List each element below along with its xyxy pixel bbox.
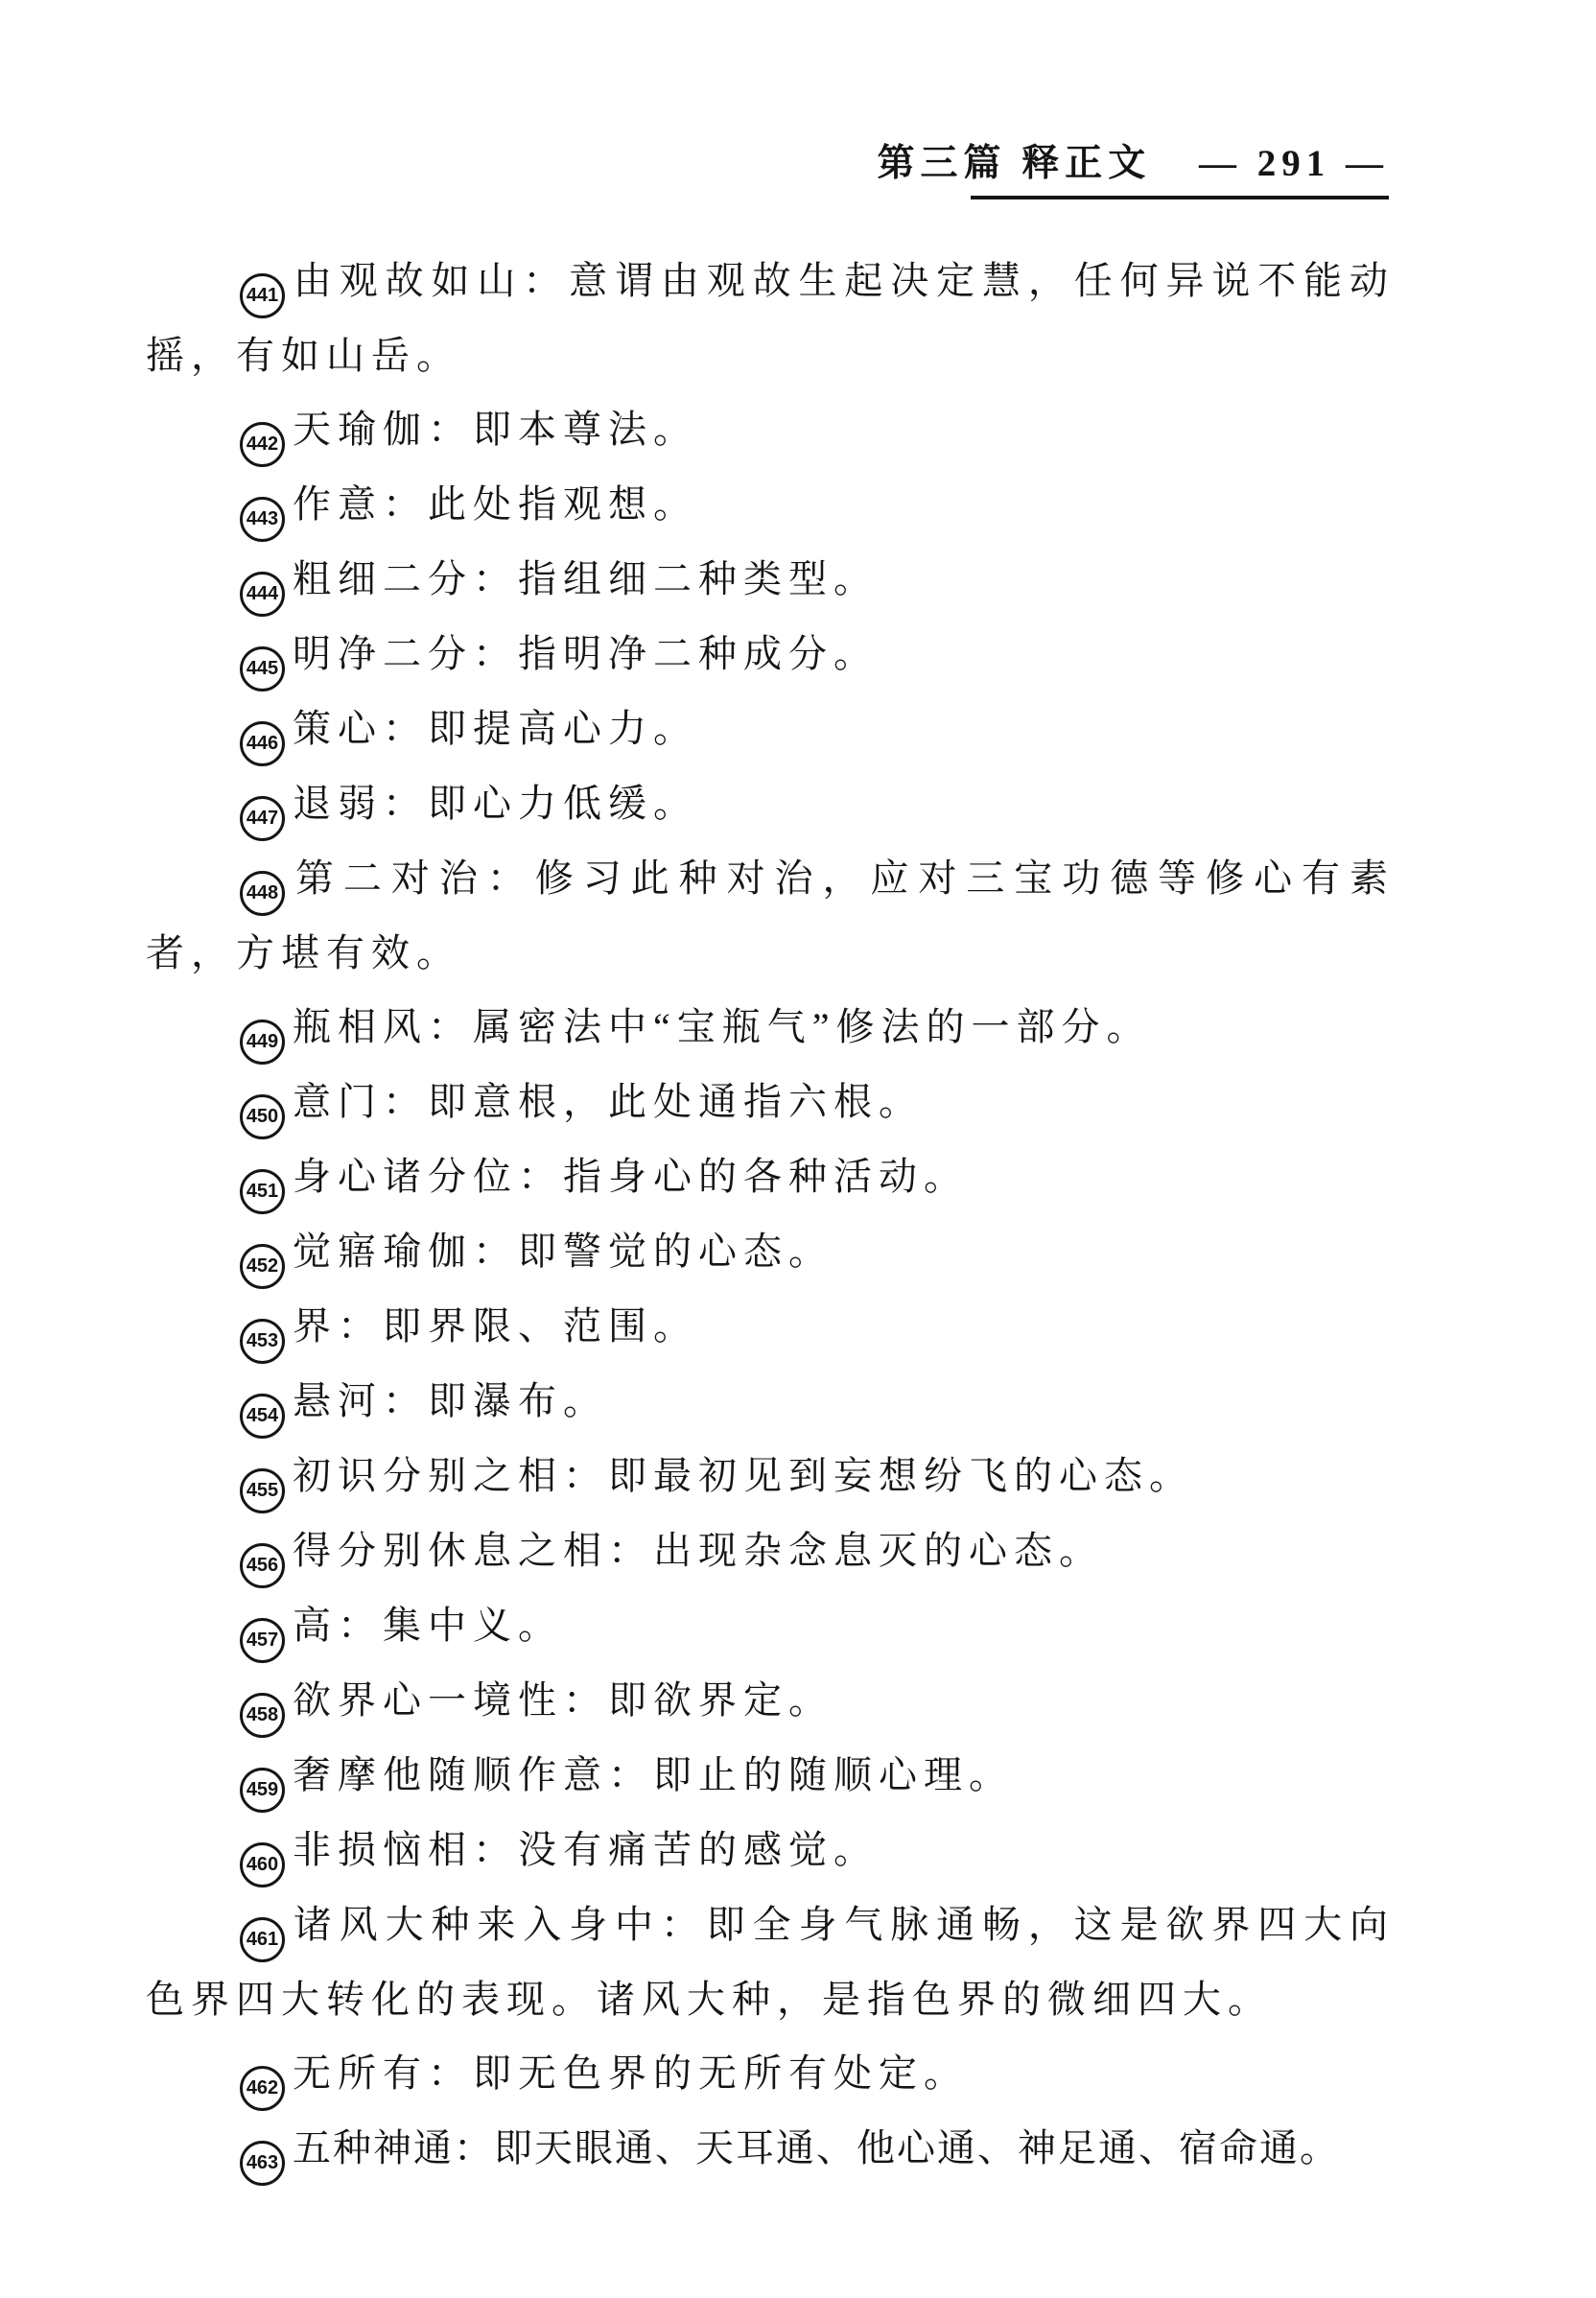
section-title: 第三篇 释正文 [877, 143, 1152, 184]
annotation-entry [146, 1813, 1395, 1888]
entry-text: 欲界心一境性：即欲界定。 [293, 1678, 833, 1722]
entry-number-badge: 446 [240, 721, 285, 766]
entry-text: 身心诸分位：指身心的各种活动。 [293, 1155, 969, 1198]
annotation-entry [146, 1439, 1395, 1513]
entry-number-badge: 457 [240, 1618, 285, 1663]
annotation-entry [146, 1738, 1395, 1813]
entry-number-badge: 450 [240, 1094, 285, 1139]
page-number: — 291 — [1199, 143, 1389, 184]
entry-number-badge: 463 [240, 2141, 285, 2186]
entry-number-badge: 447 [240, 796, 285, 841]
entry-number-badge: 456 [240, 1543, 285, 1588]
annotation-entry [146, 467, 1395, 542]
entry-text: 第二对治：修习此种对治，应对三宝功德等修心有素者，方堪有效。 [146, 856, 1395, 974]
entry-text: 奢摩他随顺作意：即止的随顺心理。 [293, 1753, 1014, 1796]
entry-text: 界：即界限、范围。 [293, 1304, 698, 1348]
annotation-entry [146, 990, 1395, 1065]
annotation-entry [146, 1663, 1395, 1738]
entry-text: 悬河：即瀑布。 [293, 1379, 608, 1422]
entry-number-badge: 454 [240, 1394, 285, 1439]
annotation-entry [146, 1588, 1395, 1663]
entry-number-badge: 441 [240, 273, 285, 318]
entry-number-badge: 444 [240, 572, 285, 617]
entry-number-badge: 448 [240, 871, 285, 916]
entry-number-badge: 449 [240, 1020, 285, 1065]
entry-number-badge: 455 [240, 1468, 285, 1513]
entry-text: 退弱：即心力低缓。 [293, 782, 698, 825]
annotation-entry [146, 1513, 1395, 1588]
entry-text: 无所有：即无色界的无所有处定。 [293, 2052, 969, 2095]
annotation-entry [146, 542, 1395, 617]
entry-text: 作意：此处指观想。 [293, 482, 698, 526]
page-header [877, 142, 1389, 187]
entry-text: 策心：即提高心力。 [293, 707, 698, 750]
annotation-entry [146, 1139, 1395, 1214]
annotation-entry [146, 617, 1395, 692]
annotation-entry [146, 1289, 1395, 1364]
annotation-entry [146, 1065, 1395, 1139]
entry-number-badge: 451 [240, 1169, 285, 1214]
annotation-entry [146, 244, 1395, 392]
entry-text: 由观故如山：意谓由观故生起决定慧，任何异说不能动摇，有如山岳。 [146, 259, 1395, 377]
entry-text: 五种神通：即天眼通、天耳通、他心通、神足通、宿命通。 [293, 2126, 1340, 2169]
entry-number-badge: 458 [240, 1693, 285, 1738]
entry-text: 瓶相风：属密法中“宝瓶气”修法的一部分。 [293, 1005, 1152, 1048]
entry-text: 意门：即意根，此处通指六根。 [293, 1080, 924, 1123]
annotation-entry [146, 1364, 1395, 1439]
entry-number-badge: 460 [240, 1842, 285, 1888]
entry-number-badge: 445 [240, 646, 285, 692]
entry-number-badge: 442 [240, 422, 285, 467]
entry-number-badge: 452 [240, 1244, 285, 1289]
annotation-list [146, 244, 1395, 2186]
annotation-entry [146, 1888, 1395, 2036]
header-underline [971, 196, 1389, 199]
entry-number-badge: 443 [240, 497, 285, 542]
annotation-entry [146, 2111, 1395, 2186]
entry-text: 高：集中义。 [293, 1604, 563, 1647]
entry-text: 得分别休息之相：出现杂念息灭的心态。 [293, 1529, 1104, 1572]
entry-number-badge: 459 [240, 1768, 285, 1813]
entry-number-badge: 462 [240, 2066, 285, 2111]
entry-text: 明净二分：指明净二种成分。 [293, 632, 879, 675]
entry-text: 非损恼相：没有痛苦的感觉。 [293, 1828, 879, 1871]
entry-text: 天瑜伽：即本尊法。 [293, 408, 698, 451]
entry-text: 诸风大种来入身中：即全身气脉通畅，这是欲界四大向色界四大转化的表现。诸风大种，是指色界的微细四大。 [146, 1903, 1395, 2021]
entry-text: 觉寤瑜伽：即警觉的心态。 [293, 1230, 833, 1273]
annotation-entry [146, 766, 1395, 841]
entry-text: 粗细二分：指组细二种类型。 [293, 557, 879, 600]
annotation-entry [146, 841, 1395, 990]
annotation-entry [146, 1214, 1395, 1289]
annotation-entry [146, 392, 1395, 467]
entry-text: 初识分别之相：即最初见到妄想纷飞的心态。 [293, 1454, 1194, 1497]
annotation-entry [146, 2036, 1395, 2111]
annotation-entry [146, 692, 1395, 766]
entry-number-badge: 453 [240, 1319, 285, 1364]
entry-number-badge: 461 [240, 1917, 285, 1962]
